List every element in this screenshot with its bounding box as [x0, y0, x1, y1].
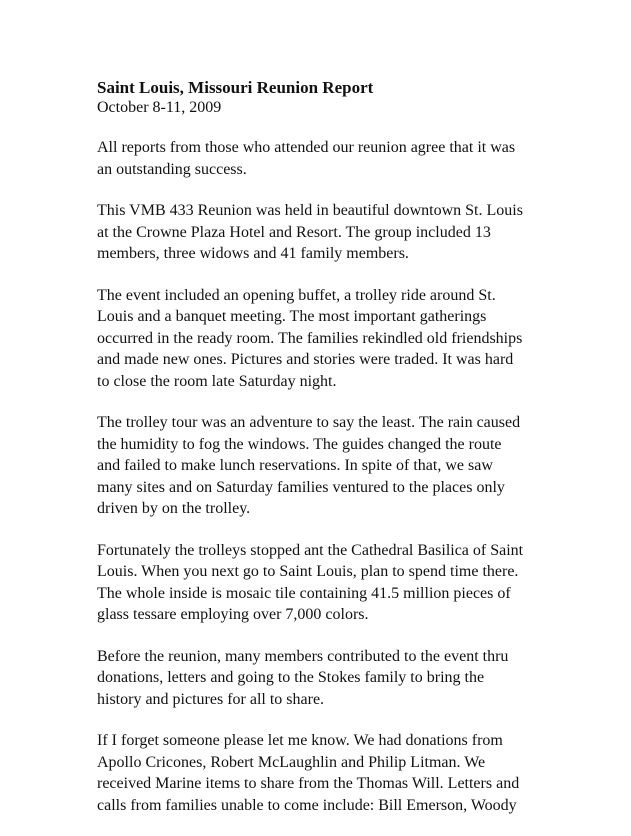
text-line: If I forget someone please let me know. We had donations from — [97, 732, 503, 749]
document-body — [97, 78, 597, 836]
text-line: All reports from those who attended our reunion agree that it was — [97, 139, 516, 156]
paragraph-5 — [97, 540, 597, 626]
document-title: Saint Louis, Missouri Reunion Report — [97, 78, 374, 97]
text-line: members, three widows and 41 family members. — [97, 245, 409, 262]
text-line: and made new ones. Pictures and stories were traded. It was hard — [97, 351, 514, 368]
text-line: The whole inside is mosaic tile containing 41.5 million pieces of — [97, 584, 511, 602]
paragraph-1 — [97, 137, 597, 180]
text-line: calls from families unable to come include: Bill Emerson, Woody — [97, 796, 517, 814]
text-line: This VMB 433 Reunion was held in beautiful downtown St. Louis — [97, 202, 523, 219]
text-line: donations, letters and going to the Stokes family to bring the — [97, 669, 485, 686]
paragraph-4 — [97, 412, 597, 520]
text-line: Louis and a banquet meeting. The most important gatherings — [97, 308, 487, 325]
paragraph-3 — [97, 285, 597, 393]
text-line: the humidity to fog the windows. The guides changed the route — [97, 435, 502, 453]
paragraph-6 — [97, 646, 597, 711]
text-line: history and pictures for all to share. — [97, 690, 325, 708]
text-line: Louis. When you next go to Saint Louis, plan to spend time there. — [97, 563, 519, 580]
text-line: and failed to make lunch reservations. In spite of that, we saw — [97, 457, 493, 474]
text-line: received Marine items to share from the Thomas Will. Letters and — [97, 775, 520, 792]
text-line: The trolley tour was an adventure to say the least. The rain caused — [97, 414, 521, 431]
text-line: Apollo Cricones, Robert McLaughlin and Philip Litman. We — [97, 753, 486, 771]
paragraph-7 — [97, 730, 597, 816]
text-line: at the Crowne Plaza Hotel and Resort. The group included 13 — [97, 223, 491, 241]
text-line: many sites and on Saturday families ventured to the places only — [97, 478, 505, 496]
text-line: glass tessare employing over 7,000 colors. — [97, 606, 369, 623]
text-line: occurred in the ready room. The families rekindled old friendships — [97, 329, 523, 347]
text-line: an outstanding success. — [97, 160, 247, 178]
text-line: Fortunately the trolleys stopped ant the Cathedral Basilica of Saint — [97, 541, 524, 559]
paragraph-2 — [97, 200, 597, 265]
text-line: The event included an opening buffet, a trolley ride around St. — [97, 286, 496, 304]
text-line: to close the room late Saturday night. — [97, 372, 337, 390]
text-line: driven by on the trolley. — [97, 500, 251, 517]
text-line: Before the reunion, many members contributed to the event thru — [97, 647, 509, 665]
document-date: October 8-11, 2009 — [97, 99, 222, 116]
